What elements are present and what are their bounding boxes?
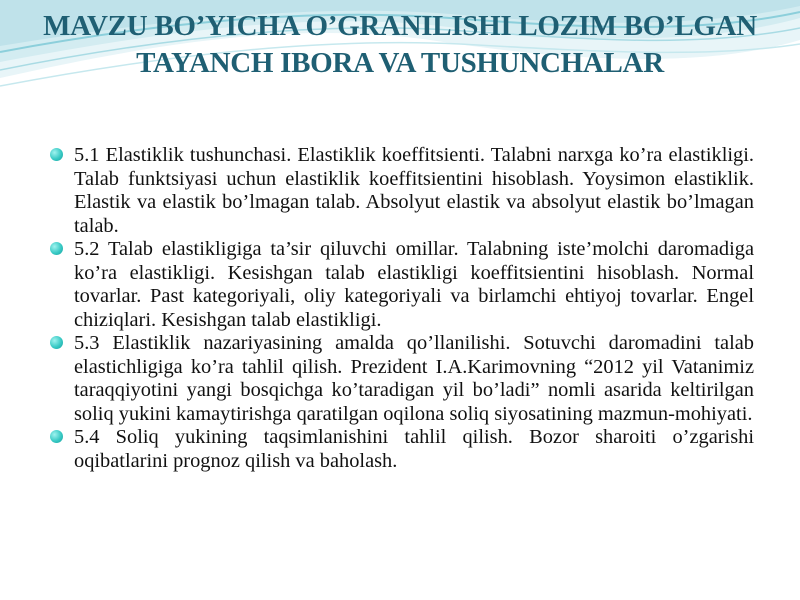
round-bullet-icon (50, 148, 63, 161)
bullet-item (48, 144, 754, 238)
bullet-text: 5.1 Elastiklik tushunchasi. Elastiklik koeffitsienti. Talabni narxga ko’ra elastikligi. Talab funktsiyasi uchun elastiklik koeffitsientini hisoblash. Yoysimon elastiklik. Elastik va elastik bo’lmagan talab. Absolyut elastik va absolyut elastik bo’lmagan talab. (74, 144, 754, 237)
round-bullet-icon (50, 242, 63, 255)
bullet-text: 5.2 Talab elastikligiga ta’sir qiluvchi omillar. Talabning iste’molchi daromadiga ko’ra elastikligi. Kesishgan talab elastikligi koeffitsientini hisoblash. Normal tovarlar. Past kategoriyali, oliy kategoriyali va birlamchi ehtiyoj tovarlar. Engel chiziqlari. Kesishgan talab elastikligi. (74, 238, 754, 331)
bullet-text: 5.4 Soliq yukining taqsimlanishini tahlil qilish. Bozor sharoiti o’zgarishi oqibatlarini prognoz qilish va baholash. (74, 426, 754, 472)
bullet-item (48, 238, 754, 332)
bullet-list (48, 144, 754, 473)
round-bullet-icon (50, 430, 63, 443)
bullet-item (48, 426, 754, 473)
round-bullet-icon (50, 336, 63, 349)
bullet-item (48, 332, 754, 426)
bullet-text: 5.3 Elastiklik nazariyasining amalda qo’llanilishi. Sotuvchi daromadini talab elastichligiga ko’ra tahlil qilish. Prezident I.A.Karimovning “2012 yil Vatanimiz taraqqiyotini yangi bosqichga ko’taradigan yil bo’ladi” nomli asarida keltirilgan soliq yukini kamaytirishga qaratilgan oqilona soliq siyosatining mazmun-mohiyati. (74, 332, 754, 425)
slide-title: MAVZU BO’YICHA O’GRANILISHI LOZIM BO’LGAN TAYANCH IBORA VA TUSHUNCHALAR (43, 10, 757, 79)
